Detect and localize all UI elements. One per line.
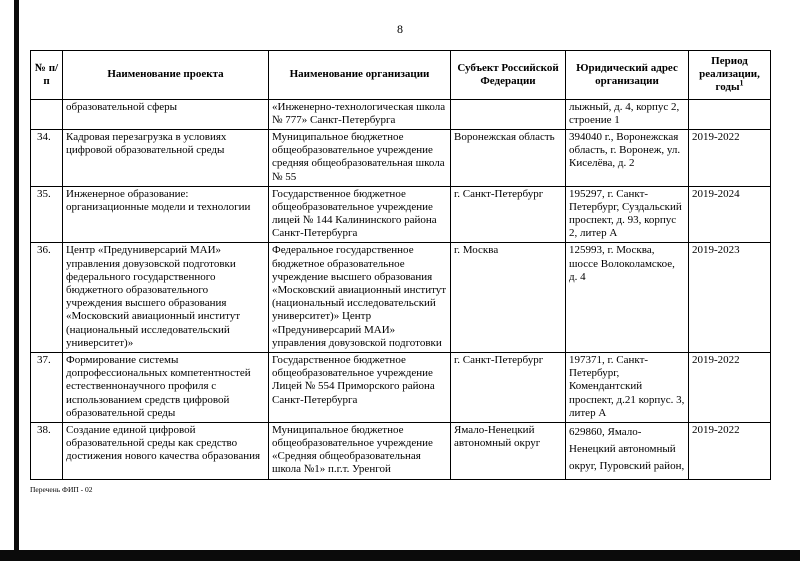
cell-row-number: 37. [31,352,63,422]
cell-federation-subject: г. Санкт-Петербург [451,352,566,422]
cell-row-number: 38. [31,422,63,479]
cell-project-name: образовательной сферы [63,99,269,129]
cell-project-name: Инженерное образование: организационные модели и технологии [63,186,269,243]
cell-row-number: 36. [31,243,63,353]
header-organization-name: Наименование организации [269,51,451,100]
projects-table [30,50,771,480]
document-footer-label: Перечень ФИП - 02 [30,484,93,494]
cell-project-name: Кадровая перезагрузка в условиях цифровой образовательной среды [63,129,269,186]
cell-federation-subject: г. Санкт-Петербург [451,186,566,243]
header-legal-address: Юридический адрес организации [566,51,689,100]
cell-row-number [31,99,63,129]
cell-legal-address: 197371, г. Санкт-Петербург, Комендантский проспект, д.21 корпус. 3, литер А [566,352,689,422]
cell-federation-subject: Ямало-Ненецкий автономный округ [451,422,566,479]
table-row-35 [31,186,771,243]
cell-organization-name: Государственное бюджетное общеобразовательное учреждение Лицей № 554 Приморского района Санкт-Петербурга [269,352,451,422]
cell-period: 2019-2022 [689,422,771,479]
cell-federation-subject [451,99,566,129]
scan-artifact-left-bar [14,0,19,552]
table-row-continuation [31,99,771,129]
cell-organization-name: Федеральное государственное бюджетное образовательное учреждение высшего образования «Московский авиационный институт (национальный исследовательский университет)» Центр «Предуниверсарий МАИ» управления довузовской подготовки [269,243,451,353]
cell-federation-subject: г. Москва [451,243,566,353]
table-row-38 [31,422,771,479]
cell-legal-address: 394040 г., Воронежская область, г. Воронеж, ул. Киселёва, д. 2 [566,129,689,186]
scan-artifact-bottom-bar [0,550,800,561]
header-federation-subject: Субъект Российской Федерации [451,51,566,100]
cell-legal-address: 629860, Ямало-Ненецкий автономный округ, Пуровский район, [566,422,689,479]
cell-project-name: Создание единой цифровой образовательной среды как средство достижения нового качества образования [63,422,269,479]
table-row-37 [31,352,771,422]
header-period [689,51,771,100]
footnote-marker: 1 [739,78,744,88]
cell-row-number: 34. [31,129,63,186]
cell-period: 2019-2022 [689,352,771,422]
header-project-name: Наименование проекта [63,51,269,100]
cell-federation-subject: Воронежская область [451,129,566,186]
table-row-36 [31,243,771,353]
table-row-34 [31,129,771,186]
cell-organization-name: Муниципальное бюджетное общеобразовательное учреждение средняя общеобразовательная школа № 55 [269,129,451,186]
cell-organization-name: Государственное бюджетное общеобразовательное учреждение лицей № 144 Калининского района Санкт-Петербурга [269,186,451,243]
page-number: 8 [397,22,403,36]
cell-legal-address: 125993, г. Москва, шоссе Волоколамское, д. 4 [566,243,689,353]
header-period-text: Период реализации, годы [699,55,760,94]
cell-project-name: Центр «Предуниверсарий МАИ» управления довузовской подготовки федерального государственного бюджетного образовательного учреждения высшего образования «Московский авиационный институт (национальный исследовательский университет)» [63,243,269,353]
cell-row-number: 35. [31,186,63,243]
header-num: № п/п [31,51,63,100]
cell-period: 2019-2022 [689,129,771,186]
cell-legal-address: 195297, г. Санкт-Петербург, Суздальский проспект, д. 93, корпус 2, литер А [566,186,689,243]
table-header-row [31,51,771,100]
cell-period [689,99,771,129]
cell-project-name: Формирование системы допрофессиональных компетентностей естественнонаучного профиля с использованием средств цифровой образовательной среды [63,352,269,422]
cell-legal-address: лыжный, д. 4, корпус 2, строение 1 [566,99,689,129]
cell-organization-name: «Инженерно-технологическая школа № 777» Санкт-Петербурга [269,99,451,129]
cell-period: 2019-2024 [689,186,771,243]
cell-period: 2019-2023 [689,243,771,353]
cell-organization-name: Муниципальное бюджетное общеобразовательное учреждение «Средняя общеобразовательная школа №1» п.г.т. Уренгой [269,422,451,479]
